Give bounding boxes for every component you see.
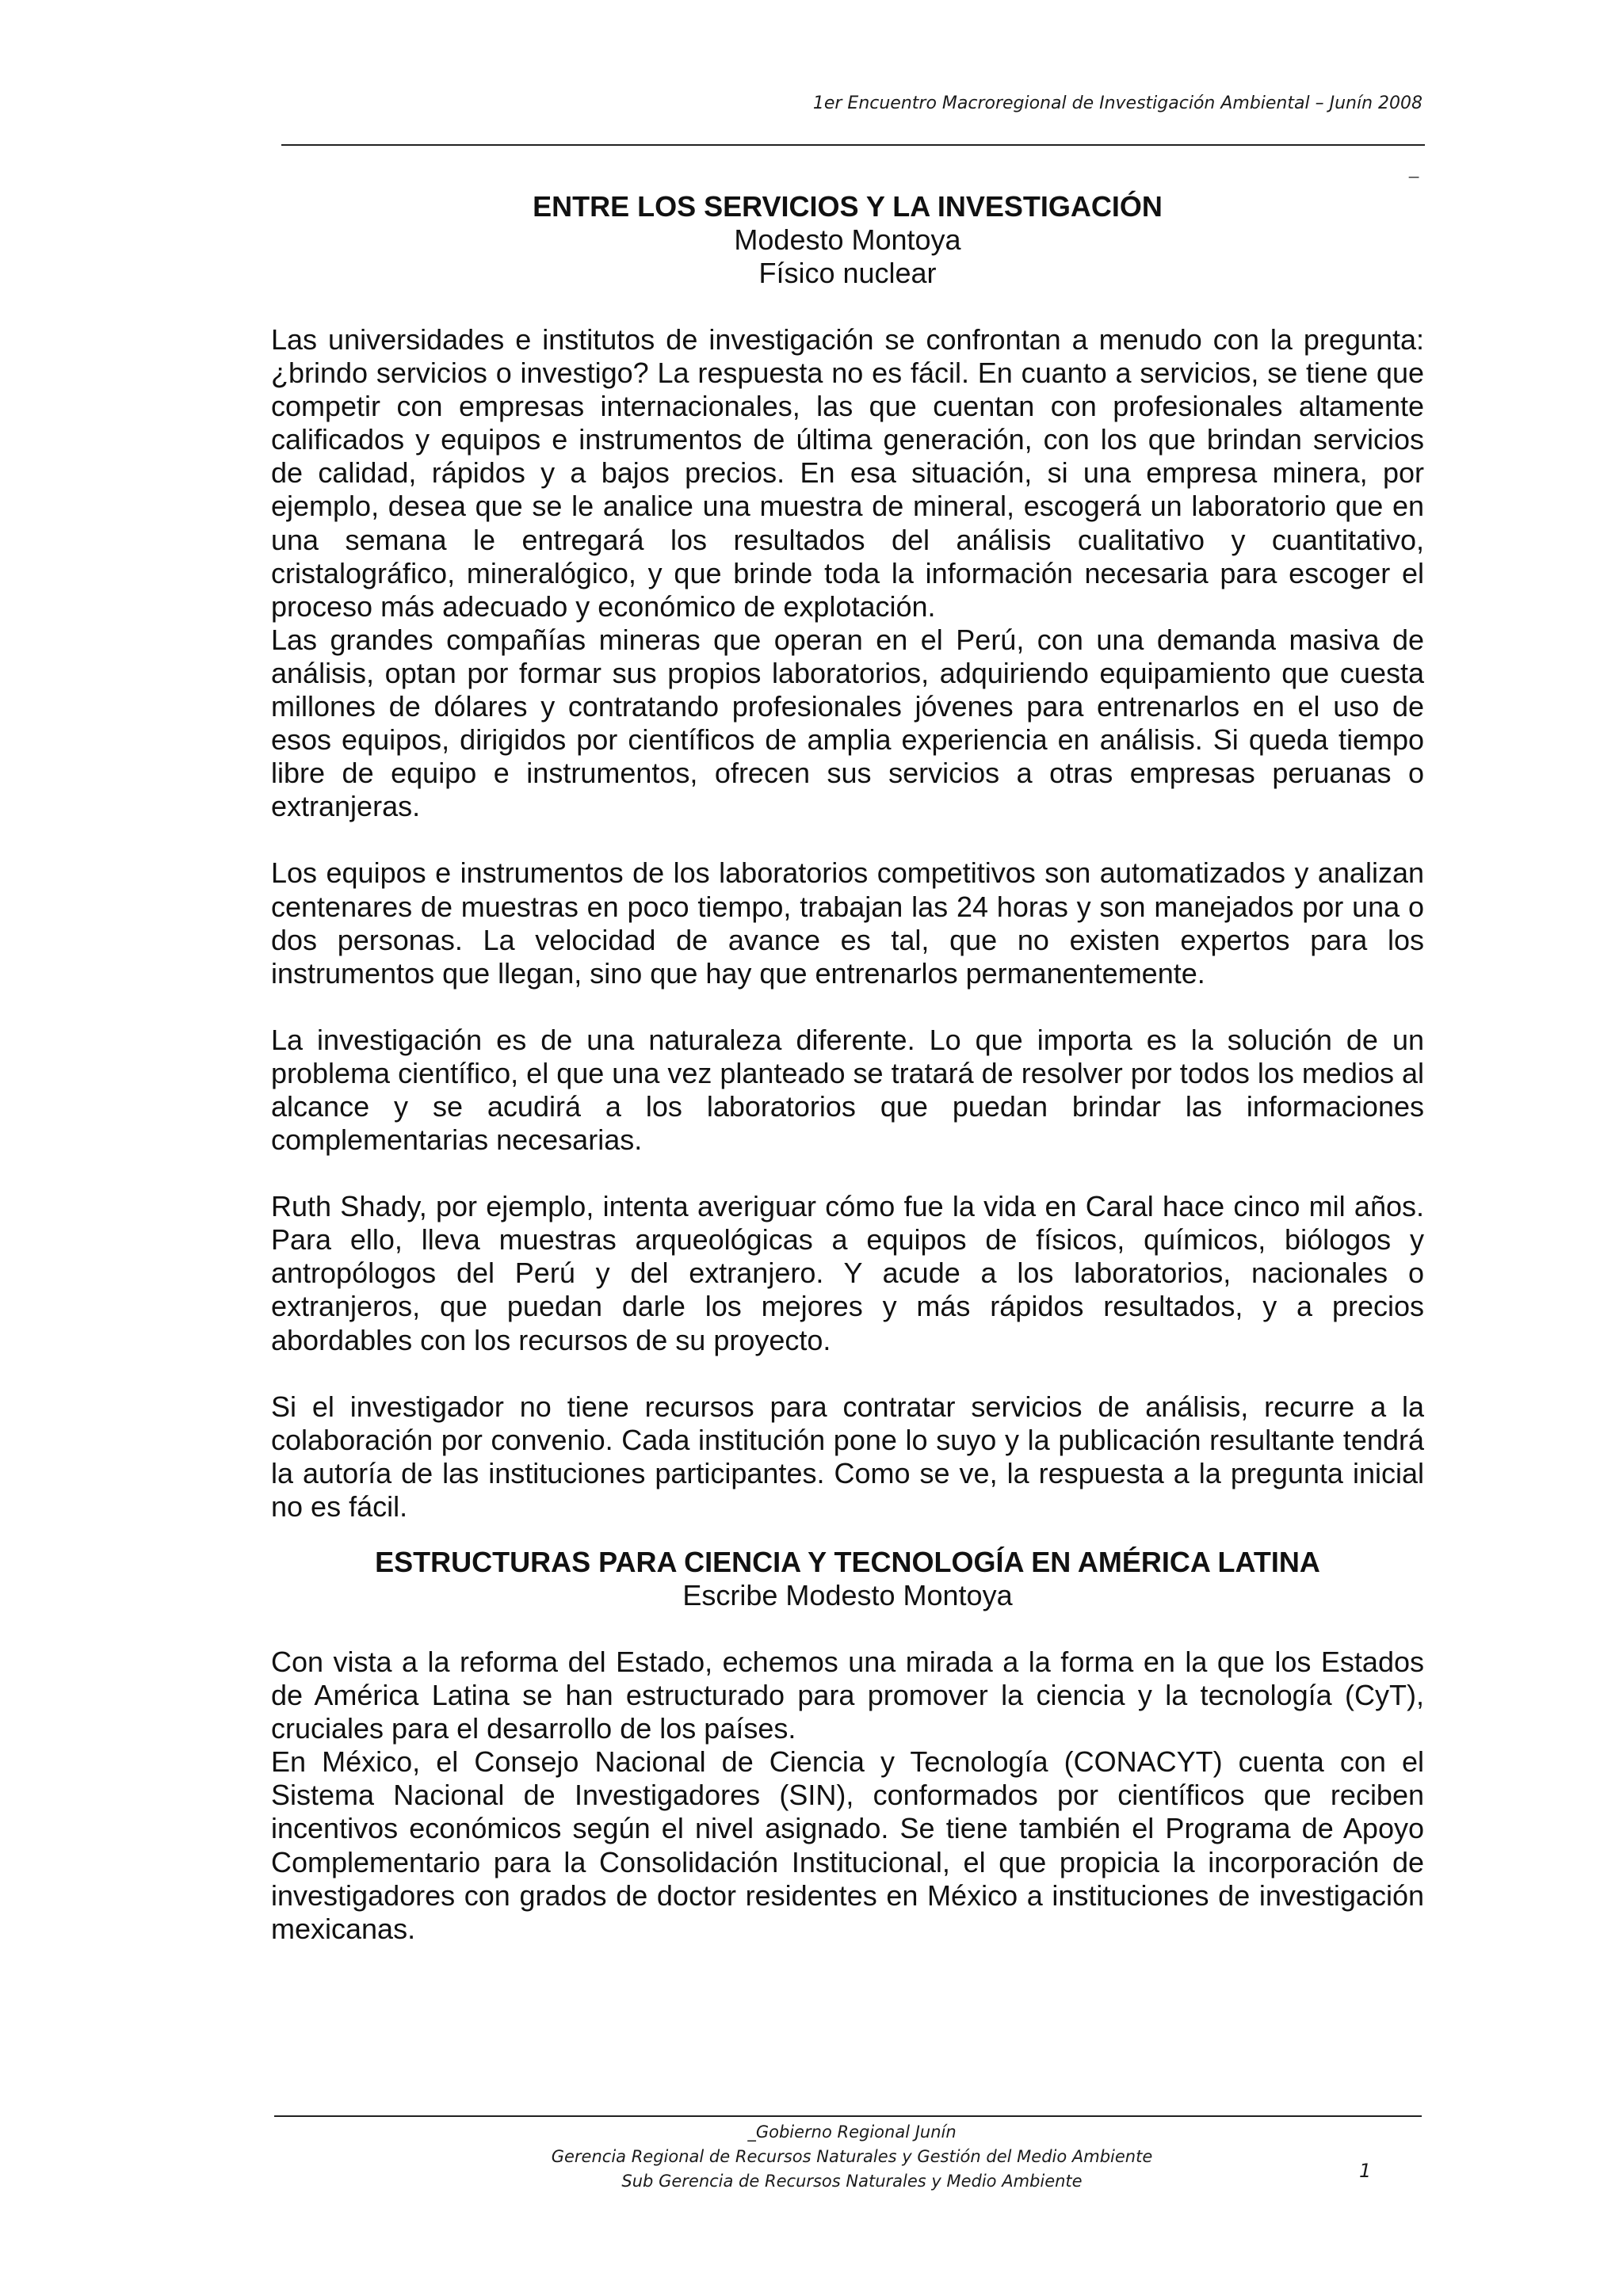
article-2-paragraph: Con vista a la reforma del Estado, echemos una mirada a la forma en la que los Estados de América Latina se han estructurado para promover la ciencia y la tecnología (CyT), cruciales para el desarrollo de los países. bbox=[271, 1646, 1424, 1745]
footer-line-1: _Gobierno Regional Junín bbox=[747, 2122, 957, 2142]
page-footer bbox=[281, 2120, 1423, 2194]
header-divider bbox=[281, 144, 1425, 146]
article-1-paragraph: Ruth Shady, por ejemplo, intenta averiguar cómo fue la vida en Caral hace cinco mil años. Para ello, lleva muestras arqueológicas a equipos de físicos, químicos, biólogos y antropólogos del Perú y del extranjero. Y acude a los laboratorios, nacionales o extranjeros, que puedan darle los mejores y más rápidos resultados, y a precios abordables con los recursos de su proyecto. bbox=[271, 1190, 1424, 1356]
footer-line-2: Gerencia Regional de Recursos Naturales y Gestión del Medio Ambiente bbox=[551, 2147, 1153, 2166]
article-2-paragraph: En México, el Consejo Nacional de Ciencia y Tecnología (CONACYT) cuenta con el Sistema Nacional de Investigadores (SIN), conformados por científicos que reciben incentivos económicos según el nivel asignado. Se tiene también el Programa de Apoyo Complementario para la Consolidación Institucional, el que propicia la incorporación de investigadores con grados de doctor residentes en México a instituciones de investigación mexicanas. bbox=[271, 1745, 1424, 1945]
article-1-paragraph: La investigación es de una naturaleza diferente. Lo que importa es la solución de un problema científico, el que una vez planteado se tratará de resolver por todos los medios al alcance y se acudirá a los laboratorios que puedan brindar las informaciones complementarias necesarias. bbox=[271, 1023, 1424, 1157]
article-2-title-block bbox=[271, 1546, 1424, 1612]
article-1-paragraph: Las grandes compañías mineras que operan en el Perú, con una demanda masiva de análisis, optan por formar sus propios laboratorios, adquiriendo equipamiento que cuesta millones de dólares y contratando profesionales jóvenes para entrenarlos en el uso de esos equipos, dirigidos por científicos de amplia experiencia en análisis. Si queda tiempo libre de equipo e instrumentos, ofrecen sus servicios a otras empresas peruanas o extranjeras. bbox=[271, 623, 1424, 823]
article-1-title-block bbox=[271, 190, 1424, 290]
article-2-title: ESTRUCTURAS PARA CIENCIA Y TECNOLOGÍA EN AMÉRICA LATINA bbox=[375, 1546, 1320, 1578]
article-1-author: Modesto Montoya bbox=[734, 223, 961, 256]
footer-line-3: Sub Gerencia de Recursos Naturales y Medio Ambiente bbox=[621, 2172, 1083, 2191]
article-2-byline: Escribe Modesto Montoya bbox=[682, 1579, 1013, 1611]
header-mark: _ bbox=[1409, 158, 1419, 178]
article-1-paragraph: Si el investigador no tiene recursos para contratar servicios de análisis, recurre a la colaboración por convenio. Cada institución pone lo suyo y la publicación resultante tendrá la autoría de las instituciones participantes. Como se ve, la respuesta a la pregunta inicial no es fácil. bbox=[271, 1390, 1424, 1523]
article-1-role: Físico nuclear bbox=[758, 257, 937, 289]
running-header: 1er Encuentro Macroregional de Investigación Ambiental – Junín 2008 bbox=[812, 93, 1423, 113]
footer-divider bbox=[274, 2115, 1422, 2117]
page-number: 1 bbox=[1359, 2160, 1372, 2182]
document-body bbox=[271, 190, 1424, 1946]
article-1-title: ENTRE LOS SERVICIOS Y LA INVESTIGACIÓN bbox=[533, 190, 1163, 223]
article-1-paragraph: Las universidades e institutos de investigación se confrontan a menudo con la pregunta: ¿brindo servicios o investigo? La respuesta no es fácil. En cuanto a servicios, se tiene que competir con empresas internacionales, las que cuentan con profesionales altamente calificados y equipos e instrumentos de última generación, con los que brindan servicios de calidad, rápidos y a bajos precios. En esa situación, si una empresa minera, por ejemplo, desea que se le analice una muestra de mineral, escogerá un laboratorio que en una semana le entregará los resultados del análisis cualitativo y cuantitativo, cristalográfico, mineralógico, y que brinde toda la información necesaria para escoger el proceso más adecuado y económico de explotación. bbox=[271, 323, 1424, 623]
article-1-paragraph: Los equipos e instrumentos de los laboratorios competitivos son automatizados y analizan centenares de muestras en poco tiempo, trabajan las 24 horas y son manejados por una o dos personas. La velocidad de avance es tal, que no existen expertos para los instrumentos que llegan, sino que hay que entrenarlos permanentemente. bbox=[271, 856, 1424, 990]
